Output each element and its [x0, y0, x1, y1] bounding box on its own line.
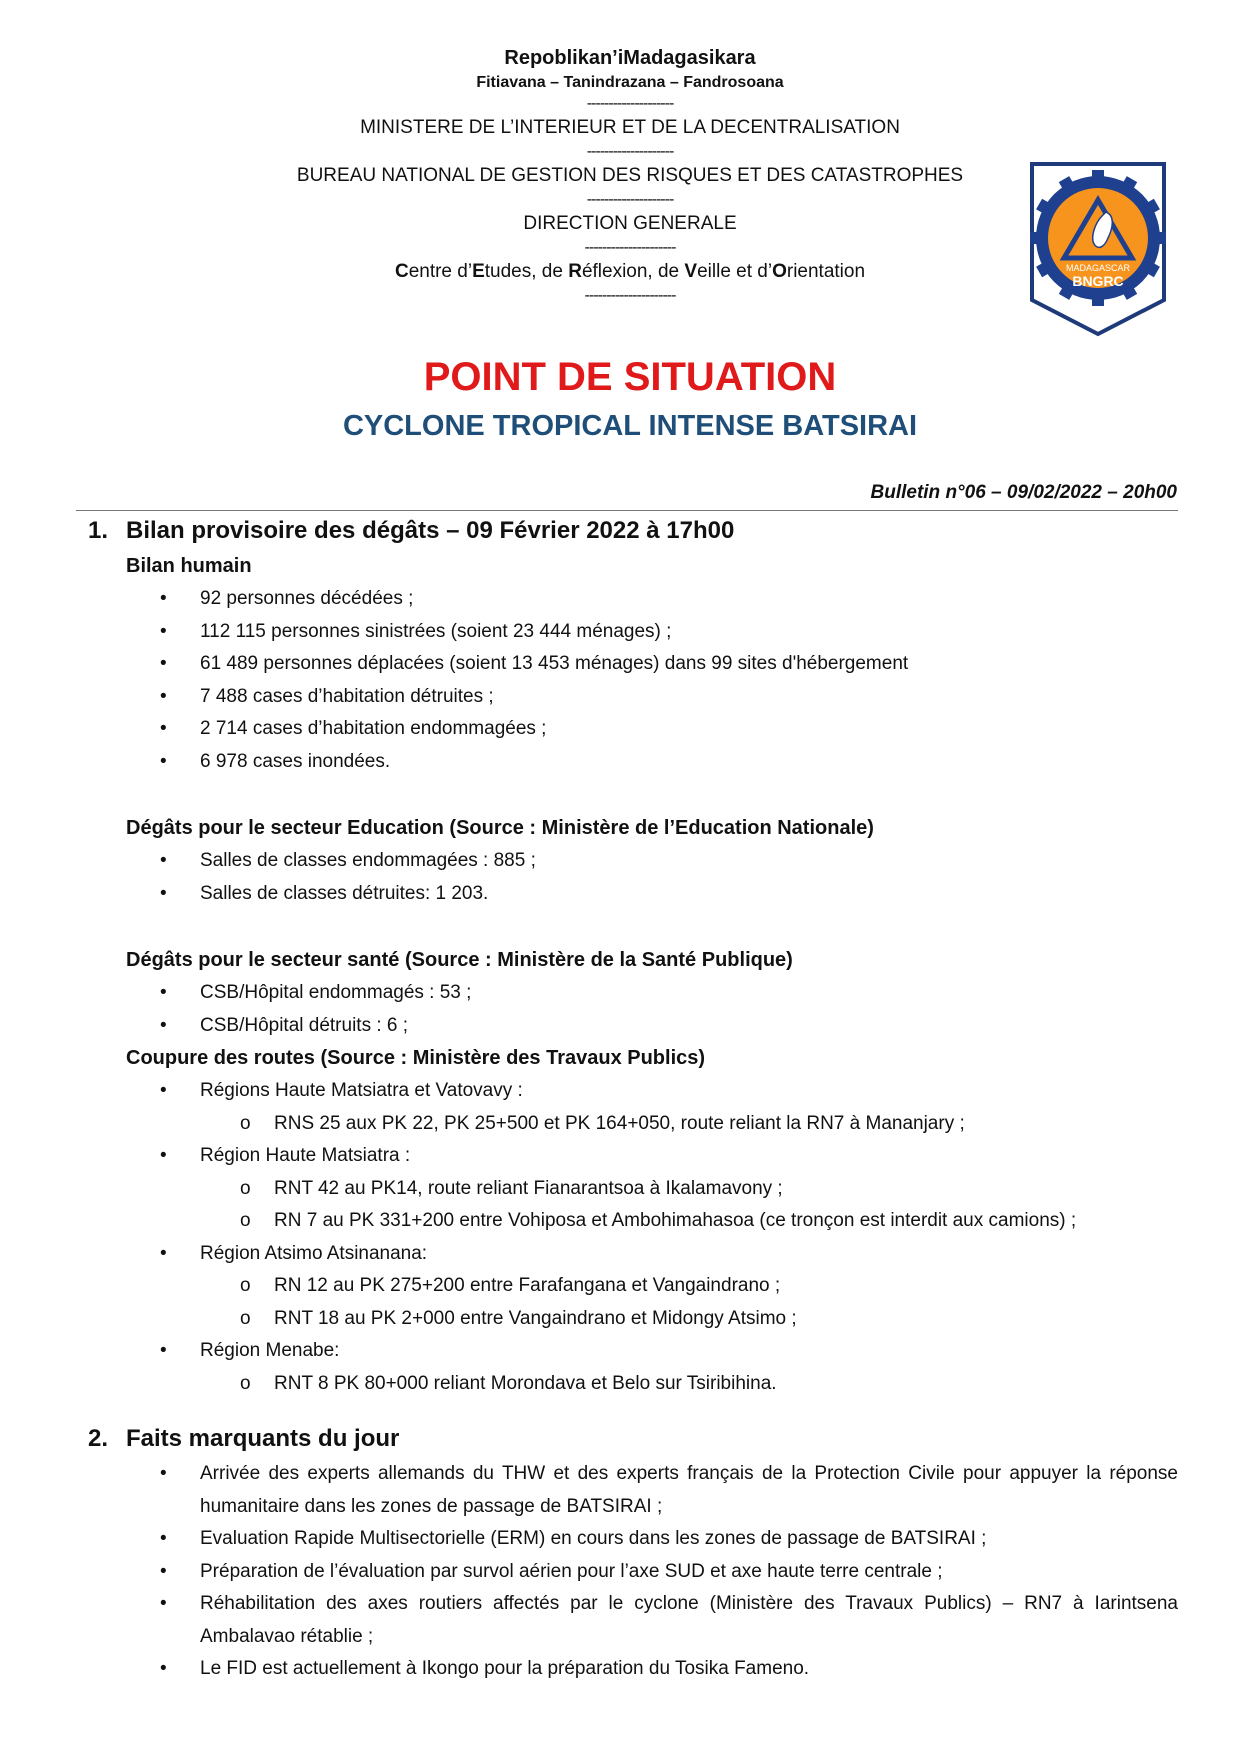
region-item: • Région Menabe: — [88, 1335, 1178, 1368]
road-cut-item: o RNT 42 au PK14, route reliant Fianarantsoa à Ikalamavony ; — [88, 1173, 1178, 1206]
bulletin-reference: Bulletin n°06 – 09/02/2022 – 20h00 — [870, 482, 1177, 503]
separator: -------------------- — [586, 143, 674, 160]
document-subtitle: CYCLONE TROPICAL INTENSE BATSIRAI — [342, 410, 918, 442]
road-cut-item: o RNT 18 au PK 2+000 entre Vangaindrano et Midongy Atsimo ; — [88, 1303, 1178, 1336]
list-item: • 6 978 cases inondées. — [88, 746, 1178, 779]
road-cut-list — [88, 1173, 1178, 1238]
list-item: • Salles de classes endommagées : 885 ; — [88, 845, 1178, 878]
svg-text:BNGRC: BNGRC — [1072, 273, 1124, 289]
road-cut-list — [88, 1270, 1178, 1335]
roads-list — [88, 1335, 1178, 1368]
document-body — [88, 512, 1178, 1686]
region-item: • Régions Haute Matsiatra et Vatovavy : — [88, 1075, 1178, 1108]
separator: --------------------- — [584, 239, 676, 256]
section-number: 2. — [88, 1425, 109, 1452]
list-item: • CSB/Hôpital détruits : 6 ; — [88, 1010, 1178, 1043]
road-cut-item: o RNS 25 aux PK 22, PK 25+500 et PK 164+050, route reliant la RN7 à Mananjary ; — [88, 1108, 1178, 1141]
republic-name: Repoblikan’iMadagasikara — [504, 47, 756, 69]
letterhead — [200, 44, 1060, 306]
national-motto: Fitiavana – Tanindrazana – Fandrosoana — [476, 74, 784, 91]
roads-list — [88, 1140, 1178, 1173]
road-cut-list — [88, 1368, 1178, 1401]
bureau-name: BUREAU NATIONAL DE GESTION DES RISQUES ET DES CATASTROPHES — [296, 165, 964, 186]
highlights-list — [88, 1458, 1178, 1686]
roads-list — [88, 1075, 1178, 1108]
roads-list — [88, 1238, 1178, 1271]
section-heading: Bilan provisoire des dégâts – 09 Février 2022 à 17h00 — [126, 517, 735, 544]
direction-name: DIRECTION GENERALE — [523, 213, 737, 234]
region-item: • Région Haute Matsiatra : — [88, 1140, 1178, 1173]
bngrc-logo — [1028, 160, 1168, 338]
svg-text:MADAGASCAR: MADAGASCAR — [1065, 263, 1131, 273]
roads-heading: Coupure des routes (Source : Ministère des Travaux Publics) — [126, 1047, 706, 1069]
document-title: POINT DE SITUATION — [423, 355, 837, 399]
separator: -------------------- — [586, 95, 674, 112]
list-item: • Réhabilitation des axes routiers affectés par le cyclone (Ministère des Travaux Publics) – RN7 à Iarintsena Ambalavao rétablie ; — [88, 1588, 1178, 1653]
human-toll-list — [88, 583, 1178, 778]
human-toll-heading: Bilan humain — [126, 555, 252, 577]
list-item: • 7 488 cases d’habitation détruites ; — [88, 681, 1178, 714]
section-number: 1. — [88, 517, 109, 544]
list-item: • Préparation de l’évaluation par survol aérien pour l’axe SUD et axe haute terre centrale ; — [88, 1556, 1178, 1589]
education-heading: Dégâts pour le secteur Education (Source : Ministère de l’Education Nationale) — [126, 817, 874, 839]
divider — [76, 510, 1178, 511]
section-2-title — [88, 1420, 1178, 1458]
list-item: • 112 115 personnes sinistrées (soient 23 444 ménages) ; — [88, 616, 1178, 649]
road-cut-item: o RNT 8 PK 80+000 reliant Morondava et Belo sur Tsiribihina. — [88, 1368, 1178, 1401]
road-cut-item: o RN 12 au PK 275+200 entre Farafangana et Vangaindrano ; — [88, 1270, 1178, 1303]
list-item: • Arrivée des experts allemands du THW et des experts français de la Protection Civile pour appuyer la réponse humanitaire dans les zones de passage de BATSIRAI ; — [88, 1458, 1178, 1523]
region-item: • Région Atsimo Atsinanana: — [88, 1238, 1178, 1271]
education-list — [88, 845, 1178, 910]
list-item: • 61 489 personnes déplacées (soient 13 453 ménages) dans 99 sites d'hébergement — [88, 648, 1178, 681]
road-cut-list — [88, 1108, 1178, 1141]
list-item: • Le FID est actuellement à Ikongo pour la préparation du Tosika Fameno. — [88, 1653, 1178, 1686]
list-item: • 2 714 cases d’habitation endommagées ; — [88, 713, 1178, 746]
health-list — [88, 977, 1178, 1042]
separator: --------------------- — [584, 287, 676, 304]
section-heading: Faits marquants du jour — [126, 1425, 400, 1452]
list-item: • Evaluation Rapide Multisectorielle (ERM) en cours dans les zones de passage de BATSIRAI ; — [88, 1523, 1178, 1556]
list-item: • 92 personnes décédées ; — [88, 583, 1178, 616]
road-cut-item: o RN 7 au PK 331+200 entre Vohiposa et Ambohimahasoa (ce tronçon est interdit aux camions) ; — [88, 1205, 1178, 1238]
list-item: • CSB/Hôpital endommagés : 53 ; — [88, 977, 1178, 1010]
list-item: • Salles de classes détruites: 1 203. — [88, 878, 1178, 911]
separator: -------------------- — [586, 191, 674, 208]
centre-name: Centre d’Etudes, de Réflexion, de Veille et d’Orientation — [394, 261, 866, 282]
ministry-name: MINISTERE DE L’INTERIEUR ET DE LA DECENTRALISATION — [360, 117, 900, 138]
health-heading: Dégâts pour le secteur santé (Source : Ministère de la Santé Publique) — [126, 949, 793, 971]
section-1-title — [88, 512, 1178, 550]
